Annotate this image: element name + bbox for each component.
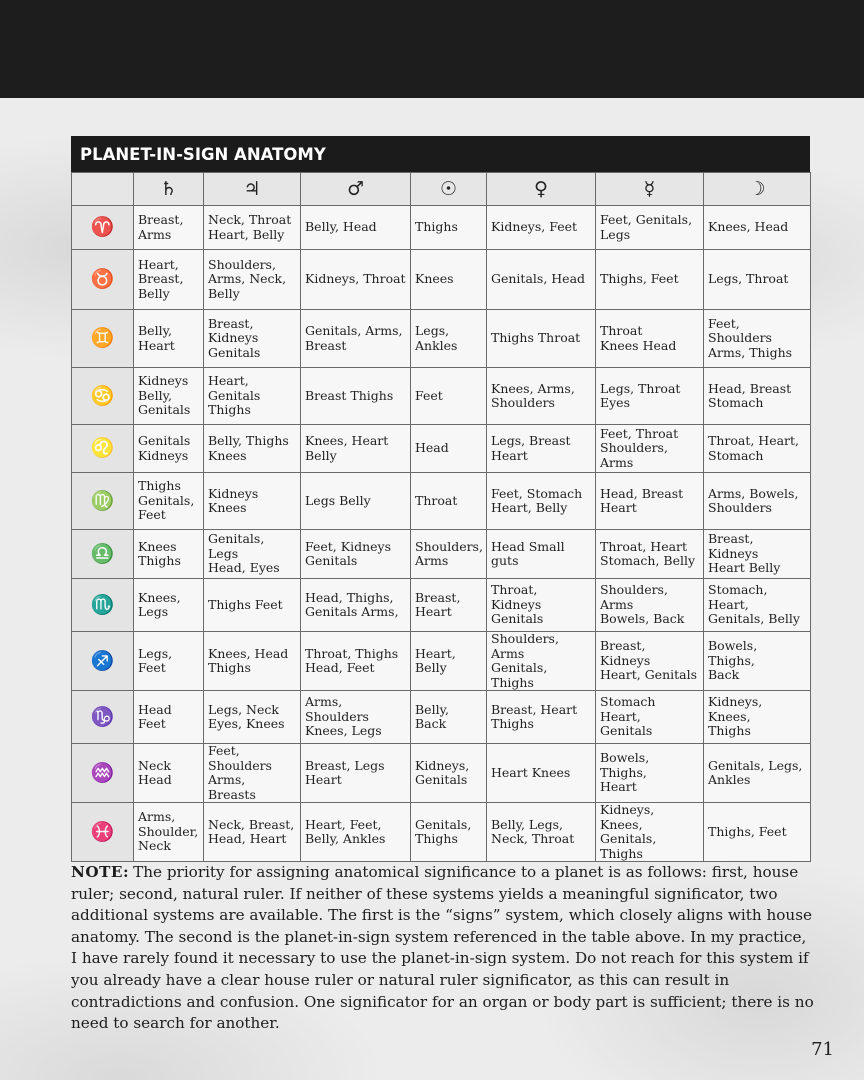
table-cell: Neck, Breast, Head, Heart — [204, 803, 301, 862]
table-cell: Belly, Head — [301, 206, 411, 250]
corner-cell — [72, 173, 134, 206]
table-cell: Legs, Breast Heart — [487, 425, 596, 473]
table-cell: Genitals, Legs, Ankles — [704, 744, 811, 803]
table-cell: Genitals, Legs Head, Eyes — [204, 530, 301, 579]
table-cell: Head, Thighs, Genitals Arms, — [301, 579, 411, 632]
table-cell: Knees, Heart Belly — [301, 425, 411, 473]
table-cell: Kidneys, Throat — [301, 250, 411, 310]
table-cell: Kidneys, Genitals — [411, 744, 487, 803]
table-cell: Genitals Kidneys — [134, 425, 204, 473]
table-cell: Neck Head — [134, 744, 204, 803]
anatomy-grid — [71, 172, 811, 862]
table-body — [72, 206, 811, 862]
table-cell: Feet, Throat Shoulders, Arms — [596, 425, 704, 473]
table-cell: Legs, Neck Eyes, Knees — [204, 691, 301, 744]
table-cell: Feet, Shoulders Arms, Breasts — [204, 744, 301, 803]
table-cell: Head, Breast Heart — [596, 473, 704, 530]
table-cell: Kidneys, Feet — [487, 206, 596, 250]
table-row — [72, 473, 811, 530]
table-cell: Shoulders, Arms Bowels, Back — [596, 579, 704, 632]
table-cell: Bowels, Thighs, Heart — [596, 744, 704, 803]
table-cell: Head Small guts — [487, 530, 596, 579]
table-cell: Legs, Ankles — [411, 310, 487, 368]
table-cell: Head Feet — [134, 691, 204, 744]
table-cell: Knees Thighs — [134, 530, 204, 579]
table-cell: Breast, Kidneys Heart, Genitals — [596, 632, 704, 691]
table-cell: Throat, Thighs Head, Feet — [301, 632, 411, 691]
table-cell: Throat, Kidneys Genitals — [487, 579, 596, 632]
top-header-bar — [0, 0, 864, 98]
table-cell: Thighs, Feet — [596, 250, 704, 310]
table-cell: Kidneys, Knees, Thighs — [704, 691, 811, 744]
table-cell: Genitals, Thighs — [411, 803, 487, 862]
table-cell: Kidneys Belly, Genitals — [134, 368, 204, 425]
table-cell: Belly, Back — [411, 691, 487, 744]
note-label: NOTE: — [71, 863, 130, 881]
table-cell: Heart Knees — [487, 744, 596, 803]
table-cell: Heart, Breast, Belly — [134, 250, 204, 310]
table-row — [72, 368, 811, 425]
table-cell: Thighs — [411, 206, 487, 250]
table-cell: Throat, Heart, Stomach — [704, 425, 811, 473]
table-cell: Genitals, Arms, Breast — [301, 310, 411, 368]
venus-icon: ♀ — [487, 173, 596, 206]
table-cell: Shoulders, Arms — [411, 530, 487, 579]
planet-header-row — [72, 173, 811, 206]
table-cell: Knees — [411, 250, 487, 310]
table-cell: Neck, Throat Heart, Belly — [204, 206, 301, 250]
table-cell: Throat Knees Head — [596, 310, 704, 368]
table-row — [72, 632, 811, 691]
gemini-icon: ♊ — [72, 310, 134, 368]
sun-icon: ☉ — [411, 173, 487, 206]
mercury-icon: ☿ — [596, 173, 704, 206]
table-cell: Thighs Feet — [204, 579, 301, 632]
note-text: The priority for assigning anatomical significance to a planet is as follows: first, house ruler; second, natural ruler. If neither of these systems yields a meaningful significator, two additional systems are available. The first is the “signs” system, which closely aligns with house anatomy. The second is the planet-in-sign system referenced in the table above. In my practice, I have rarely found it necessary to use the planet-in-sign system. Do not reach for this system if you already have a clear house ruler or natural ruler significator, as this can result in contradictions and confusion. One significator for an organ or body part is sufficient; there is no need to search for another. — [71, 863, 814, 1033]
table-cell: Stomach, Heart, Genitals, Belly — [704, 579, 811, 632]
table-row — [72, 744, 811, 803]
table-row — [72, 206, 811, 250]
table-cell: Thighs Throat — [487, 310, 596, 368]
table-cell: Breast, Arms — [134, 206, 204, 250]
table-cell: Feet, Genitals, Legs — [596, 206, 704, 250]
table-cell: Breast, Heart Thighs — [487, 691, 596, 744]
mars-icon: ♂ — [301, 173, 411, 206]
table-cell: Bowels, Thighs, Back — [704, 632, 811, 691]
table-cell: Kidneys, Knees, Genitals, Thighs — [596, 803, 704, 862]
table-row — [72, 250, 811, 310]
table-cell: Kidneys Knees — [204, 473, 301, 530]
table-cell: Heart, Belly — [411, 632, 487, 691]
table-title: PLANET-IN-SIGN ANATOMY — [71, 136, 810, 172]
table-row — [72, 579, 811, 632]
table-cell: Belly, Heart — [134, 310, 204, 368]
table-cell: Head — [411, 425, 487, 473]
scorpio-icon: ♏ — [72, 579, 134, 632]
table-row — [72, 803, 811, 862]
table-cell: Stomach Heart, Genitals — [596, 691, 704, 744]
table-cell: Arms, Bowels, Shoulders — [704, 473, 811, 530]
pisces-icon: ♓ — [72, 803, 134, 862]
table-cell: Feet, Kidneys Genitals — [301, 530, 411, 579]
page-number: 71 — [811, 1039, 834, 1060]
table-cell: Thighs, Feet — [704, 803, 811, 862]
table-cell: Breast Thighs — [301, 368, 411, 425]
table-row — [72, 530, 811, 579]
table-cell: Knees, Head — [704, 206, 811, 250]
planet-in-sign-table — [71, 136, 810, 862]
table-cell: Throat, Heart Stomach, Belly — [596, 530, 704, 579]
virgo-icon: ♍ — [72, 473, 134, 530]
taurus-icon: ♉ — [72, 250, 134, 310]
table-cell: Arms, Shoulders Knees, Legs — [301, 691, 411, 744]
table-cell: Knees, Arms, Shoulders — [487, 368, 596, 425]
table-cell: Breast, Kidneys Heart Belly — [704, 530, 811, 579]
capricorn-icon: ♑ — [72, 691, 134, 744]
table-cell: Legs, Throat — [704, 250, 811, 310]
table-cell: Legs, Feet — [134, 632, 204, 691]
table-row — [72, 425, 811, 473]
libra-icon: ♎ — [72, 530, 134, 579]
table-cell: Breast, Legs Heart — [301, 744, 411, 803]
table-cell: Thighs Genitals, Feet — [134, 473, 204, 530]
table-cell: Arms, Shoulder, Neck — [134, 803, 204, 862]
table-cell: Feet, Shoulders Arms, Thighs — [704, 310, 811, 368]
table-cell: Belly, Thighs Knees — [204, 425, 301, 473]
table-cell: Heart, Genitals Thighs — [204, 368, 301, 425]
table-row — [72, 691, 811, 744]
leo-icon: ♌ — [72, 425, 134, 473]
moon-icon: ☽ — [704, 173, 811, 206]
note-paragraph — [71, 862, 816, 1035]
table-cell: Head, Breast Stomach — [704, 368, 811, 425]
table-cell: Breast, Kidneys Genitals — [204, 310, 301, 368]
table-cell: Heart, Feet, Belly, Ankles — [301, 803, 411, 862]
aries-icon: ♈ — [72, 206, 134, 250]
table-row — [72, 310, 811, 368]
table-cell: Genitals, Head — [487, 250, 596, 310]
saturn-icon: ♄ — [134, 173, 204, 206]
table-cell: Feet — [411, 368, 487, 425]
table-cell: Legs Belly — [301, 473, 411, 530]
table-cell: Belly, Legs, Neck, Throat — [487, 803, 596, 862]
table-cell: Knees, Head Thighs — [204, 632, 301, 691]
table-cell: Breast, Heart — [411, 579, 487, 632]
table-cell: Legs, Throat Eyes — [596, 368, 704, 425]
table-cell: Feet, Stomach Heart, Belly — [487, 473, 596, 530]
table-cell: Throat — [411, 473, 487, 530]
cancer-icon: ♋ — [72, 368, 134, 425]
sagittarius-icon: ♐ — [72, 632, 134, 691]
table-cell: Shoulders, Arms Genitals, Thighs — [487, 632, 596, 691]
table-cell: Shoulders, Arms, Neck, Belly — [204, 250, 301, 310]
table-cell: Knees, Legs — [134, 579, 204, 632]
aquarius-icon: ♒ — [72, 744, 134, 803]
jupiter-icon: ♃ — [204, 173, 301, 206]
